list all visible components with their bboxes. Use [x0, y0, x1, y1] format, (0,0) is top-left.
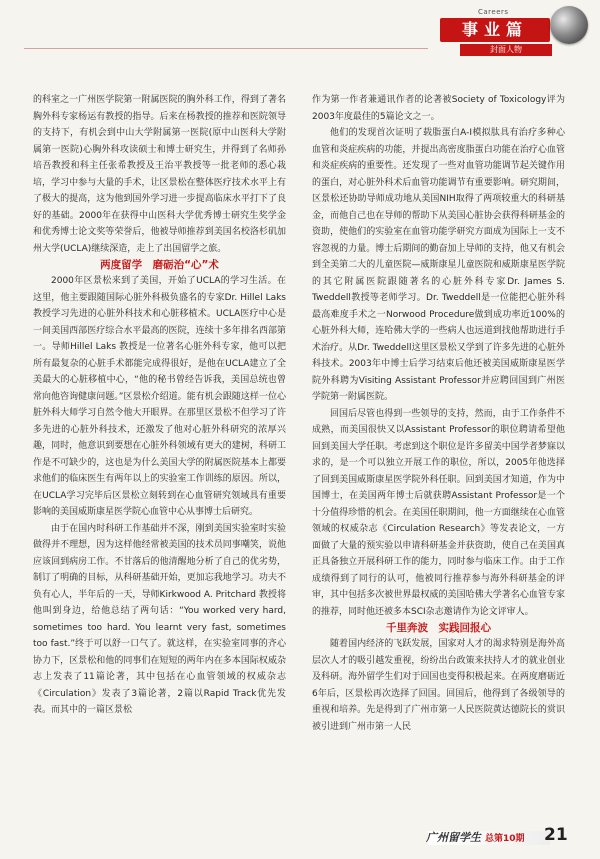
right-column: [312, 92, 565, 735]
magazine-name: 广州留学生: [426, 831, 481, 844]
paragraph: 随着国内经济的飞跃发展，国家对人才的渴求特别是海外高层次人才的吸引越发重视，纷纷出台政策来扶持人才的就业创业及科研。海外留学生们对于回国也变得积极起来。在两度磨砺近6年后，区景松再次选择了回国。回国后，他得到了各级领导的重视和培养。先是得到了广州市第一人民医院黄达德院长的赏识被引进到广州市第一人民: [312, 639, 565, 732]
paragraph: 2000年区景松来到了美国，开始了UCLA的学习生活。在这里，他主要跟随国际心脏外科极负盛名的专家Dr. Hillel Laks 教授学习先进的心脏外科技术和心脏移植术。UCLA医疗中心是一间美国西部医疗综合水平最高的医院，连续十多年排名西部第一。导师Hillel Laks 教授是一位著名心脏外科专家，他可以把所有最复杂的心脏手术都能完成得很好，是他在UCLA建立了全美最大的心脏移植中心，“他的秘书曾经告诉我，美国总统也曾常向他咨询健康问题。”区景松介绍道。能有机会跟随这样一位心脏外科大师学习自然令他大开眼界。在那里区景松不但学习了许多先进的心脏外科技术，还激发了他对心脏外科研究的浓厚兴趣，同时，他意识到要想在心脏外科领域有更大的建树，科研工作是不可缺少的，这也是为什么美国大学的附属医院基本上都要求他们的临床医生有两年以上的实验室工作训练的原因。所以，在UCLA学习完毕后区景松立刻转到在心血管研究领域具有重要影响的美国威斯康星医学院心血管中心从事博士后研究。: [33, 276, 286, 517]
section-heading: 两度留学 磨砺治“心”术: [100, 259, 219, 271]
left-column: [33, 92, 286, 719]
page-header: [0, 0, 600, 62]
footer-text: [426, 829, 525, 845]
careers-label: Careers: [478, 8, 509, 16]
paragraph: 回国后尽管也得到一些领导的支持，然而，由于工作条件不成熟，而美国很快又以Assistant Professor的职位聘请希望他回到美国大学任职。考虑到这个职位是许多留美中国学者梦寐以求的，是一个可以独立开展工作的职位，所以，2005年他选择了回到美国威斯康星医学院外科任职。回到美国才知道，作为中国博士，在美国两年博士后就获聘Assistant Professor是一个十分值得珍惜的机会。在美国任职期间，他一方面继续在心血管领域的权威杂志《Circulation Research》等发表论文，一方面做了大量的预实验以申请科研基金并获资助，使自己在美国真正具备独立开展科研工作的能力，同时参与临床工作。由于工作成绩得到了同行的认可，他被同行推荐参与海外科研基金的评审，其中包括多次被世界最权威的美国哈佛大学著名心血管专家的推荐，同时他还被多本SCI杂志邀请作为论文评审人。: [312, 408, 565, 617]
globe-icon: [550, 6, 588, 44]
issue-number: 总第10期: [485, 834, 525, 844]
paragraph: 由于在国内时科研工作基础并不深，刚到美国实验室时实验做得并不理想，因为这样他经常被美国的技术员同事嘲笑，说他应该回到病房工作。不甘落后的他清醒地分析了自己的优劣势，制订了明确的目标，从科研基础开始，更加忘我地学习。功夫不负有心人，半年后的一天，导师Kirkwood A. Pritchard 教授将他叫到身边，给他总结了两句话：“You worked very hard, sometimes too hard. You learnt very fast, sometimes too fast.”终于可以舒一口气了。就这样，在实验室同事的齐心协力下，区景松和他的同事们在短短的两年内在多本国际权威杂志上发表了11篇论著，其中包括在心血管领域的权威杂志《Circulation》发表了3篇论著，2篇以Rapid Track优先发表。而其中的一篇区景松: [33, 523, 286, 715]
section-heading: 千里奔波 实践回报心: [386, 622, 491, 634]
section-badge: 事业篇: [440, 18, 550, 42]
page-number: 21: [544, 825, 568, 845]
paragraph: 的科室之一广州医学院第一附属医院的胸外科工作，得到了著名胸外科专家杨运有教授的指导。后来在杨教授的推荐和医院领导的支持下，有机会到中山大学附属第一医院(原中山医科大学附属第一医院)心胸外科攻读硕士和博士研究生，并得到了名师孙培吾教授和科主任张希教授及王治平教授等一批老师的悉心栽培，学习中参与大量的手术，让区景松在整体医疗技术水平上有了极大的提高，这为他到国外学习进一步提高临床水平打下了良好的基础。2000年在获得中山医科大学优秀博士研究生奖学金和优秀博士论文奖等荣誉后，他被导师推荐到美国名校洛杉矶加州大学(UCLA)继续深造，走上了出国留学之旅。: [33, 95, 286, 254]
paragraph: 作为第一作者兼通讯作者的论著被Society of Toxicology评为2003年度最佳的5篇论文之一。: [312, 95, 565, 122]
header-divider: [24, 48, 428, 49]
paragraph: 他们的发现首次证明了载脂蛋白A-I模拟肽具有治疗多种心血管和炎症疾病的功能，并提出高密度脂蛋白功能在治疗心血管和炎症疾病的重要性。还发现了一些对血管功能调节起关键作用的蛋白，对心脏外科术后血管功能调节有重要影响。研究期间，区景松还协助导师成功地从美国NIH取得了两项较重大的科研基金，而他自己也在导师的帮助下从美国心脏协会获得科研基金的资助，使他们的实验室在血管功能学研究方面成为国际上一支不容忽视的力量。博士后期间的勤奋加上导师的支持，他又有机会到全美第二大的儿童医院—威斯康星儿童医院和威斯康星医学院的其它附属医院跟随著名的心脏外科专家Dr. James S. Tweddell教授等老师学习。Dr. Tweddell是一位能把心脏外科最高难度手术之一Norwood Procedure做到成功率近100%的心脏外科大师，连哈佛大学的一些病人也远道到找他帮助进行手术治疗。从Dr. Tweddell这里区景松又学到了许多先进的心脏外科技术。2003年中博士后学习结束后他还被美国威斯康星医学院外科聘为Visiting Assistant Professor并应聘回国到广州医学院第一附属医院。: [312, 128, 565, 402]
subsection-label: 封面人物: [460, 44, 552, 56]
